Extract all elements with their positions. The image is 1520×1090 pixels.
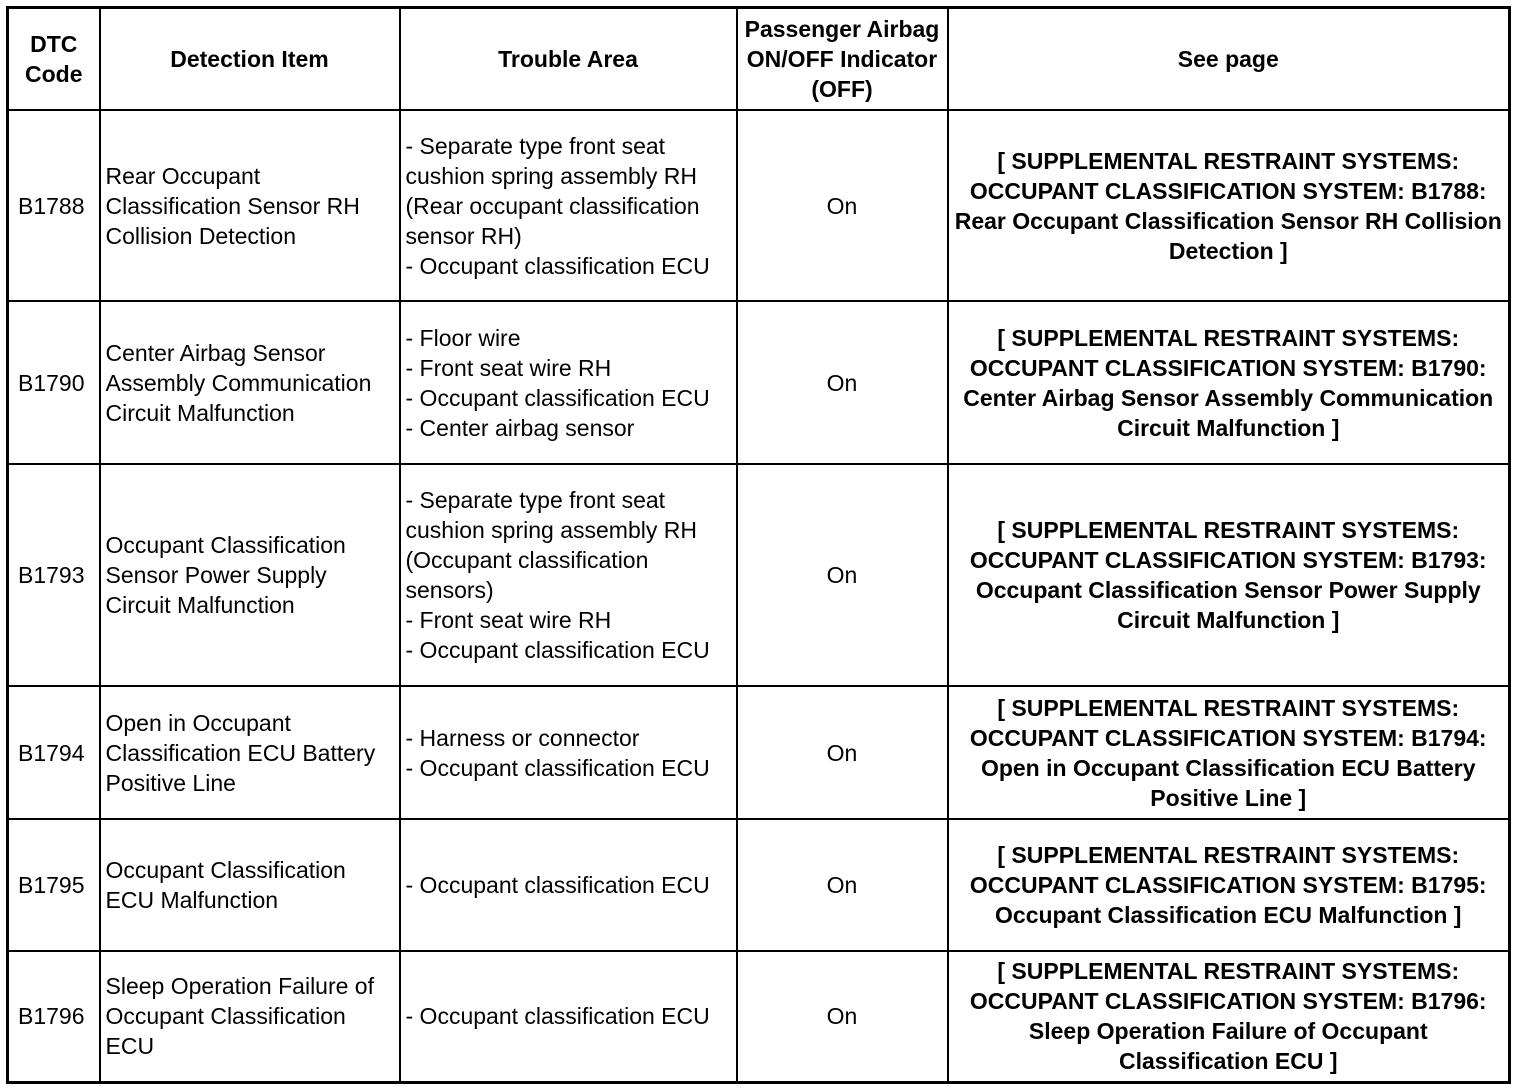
trouble-area-item: - Occupant classification ECU <box>405 1003 710 1030</box>
table-row <box>8 464 1510 686</box>
table-row <box>8 301 1510 464</box>
dtc-code-cell: B1790 <box>8 301 100 464</box>
see-page-link[interactable]: [ SUPPLEMENTAL RESTRAINT SYSTEMS: OCCUPANT CLASSIFICATION SYSTEM: B1795: Occupant Classification ECU Malfunction ] <box>948 819 1510 951</box>
dtc-code-cell: B1795 <box>8 819 100 951</box>
see-page-link[interactable]: [ SUPPLEMENTAL RESTRAINT SYSTEMS: OCCUPANT CLASSIFICATION SYSTEM: B1794: Open in Occupant Classification ECU Battery Positive Line ] <box>948 686 1510 819</box>
detection-item-cell: Occupant Classification ECU Malfunction <box>100 819 400 951</box>
trouble-area-item: - Center airbag sensor <box>405 414 635 441</box>
dtc-code-cell: B1796 <box>8 951 100 1082</box>
see-page-link[interactable]: [ SUPPLEMENTAL RESTRAINT SYSTEMS: OCCUPANT CLASSIFICATION SYSTEM: B1790: Center Airbag Sensor Assembly Communication Circuit Malfunction ] <box>948 301 1510 464</box>
trouble-area-cell <box>400 301 737 464</box>
header-see-page: See page <box>948 8 1510 111</box>
header-dtc-code: DTC Code <box>8 8 100 111</box>
trouble-area-cell <box>400 110 737 301</box>
trouble-area-item: - Occupant classification ECU <box>405 754 710 781</box>
see-page-link[interactable]: [ SUPPLEMENTAL RESTRAINT SYSTEMS: OCCUPANT CLASSIFICATION SYSTEM: B1793: Occupant Classification Sensor Power Supply Circuit Malfunction ] <box>948 464 1510 686</box>
trouble-area-cell <box>400 819 737 951</box>
detection-item-cell: Center Airbag Sensor Assembly Communication Circuit Malfunction <box>100 301 400 464</box>
dtc-table <box>6 6 1511 1084</box>
trouble-area-item: - Occupant classification ECU <box>405 637 710 663</box>
trouble-area-item: - Floor wire <box>405 324 521 351</box>
table-row <box>8 819 1510 951</box>
trouble-area-item: - Occupant classification ECU <box>405 384 710 411</box>
header-detection-item: Detection Item <box>100 8 400 111</box>
header-row <box>8 8 1510 111</box>
table-row <box>8 686 1510 819</box>
indicator-cell: On <box>737 686 948 819</box>
detection-item-cell: Sleep Operation Failure of Occupant Classification ECU <box>100 951 400 1082</box>
trouble-area-item: - Separate type front seat cushion spring assembly RH (Occupant classification sensors) <box>405 487 697 603</box>
trouble-area-cell <box>400 951 737 1082</box>
table-row <box>8 951 1510 1082</box>
detection-item-cell: Occupant Classification Sensor Power Supply Circuit Malfunction <box>100 464 400 686</box>
trouble-area-item: - Front seat wire RH <box>405 607 612 633</box>
dtc-code-cell: B1794 <box>8 686 100 819</box>
trouble-area-item: - Separate type front seat cushion spring assembly RH (Rear occupant classification sensor RH) <box>405 132 700 249</box>
trouble-area-cell <box>400 686 737 819</box>
indicator-cell: On <box>737 464 948 686</box>
indicator-cell: On <box>737 819 948 951</box>
see-page-link[interactable]: [ SUPPLEMENTAL RESTRAINT SYSTEMS: OCCUPANT CLASSIFICATION SYSTEM: B1788: Rear Occupant Classification Sensor RH Collision Detection ] <box>948 110 1510 301</box>
header-indicator: Passenger Airbag ON/OFF Indicator (OFF) <box>737 8 948 111</box>
dtc-code-cell: B1788 <box>8 110 100 301</box>
detection-item-cell: Open in Occupant Classification ECU Battery Positive Line <box>100 686 400 819</box>
dtc-code-cell: B1793 <box>8 464 100 686</box>
detection-item-cell: Rear Occupant Classification Sensor RH Collision Detection <box>100 110 400 301</box>
header-trouble-area: Trouble Area <box>400 8 737 111</box>
trouble-area-item: - Occupant classification ECU <box>405 252 710 279</box>
trouble-area-item: - Front seat wire RH <box>405 354 612 381</box>
indicator-cell: On <box>737 301 948 464</box>
trouble-area-cell <box>400 464 737 686</box>
trouble-area-item: - Harness or connector <box>405 724 640 751</box>
table-row <box>8 110 1510 301</box>
see-page-link[interactable]: [ SUPPLEMENTAL RESTRAINT SYSTEMS: OCCUPANT CLASSIFICATION SYSTEM: B1796: Sleep Operation Failure of Occupant Classification ECU ] <box>948 951 1510 1082</box>
indicator-cell: On <box>737 951 948 1082</box>
indicator-cell: On <box>737 110 948 301</box>
trouble-area-item: - Occupant classification ECU <box>405 872 710 898</box>
